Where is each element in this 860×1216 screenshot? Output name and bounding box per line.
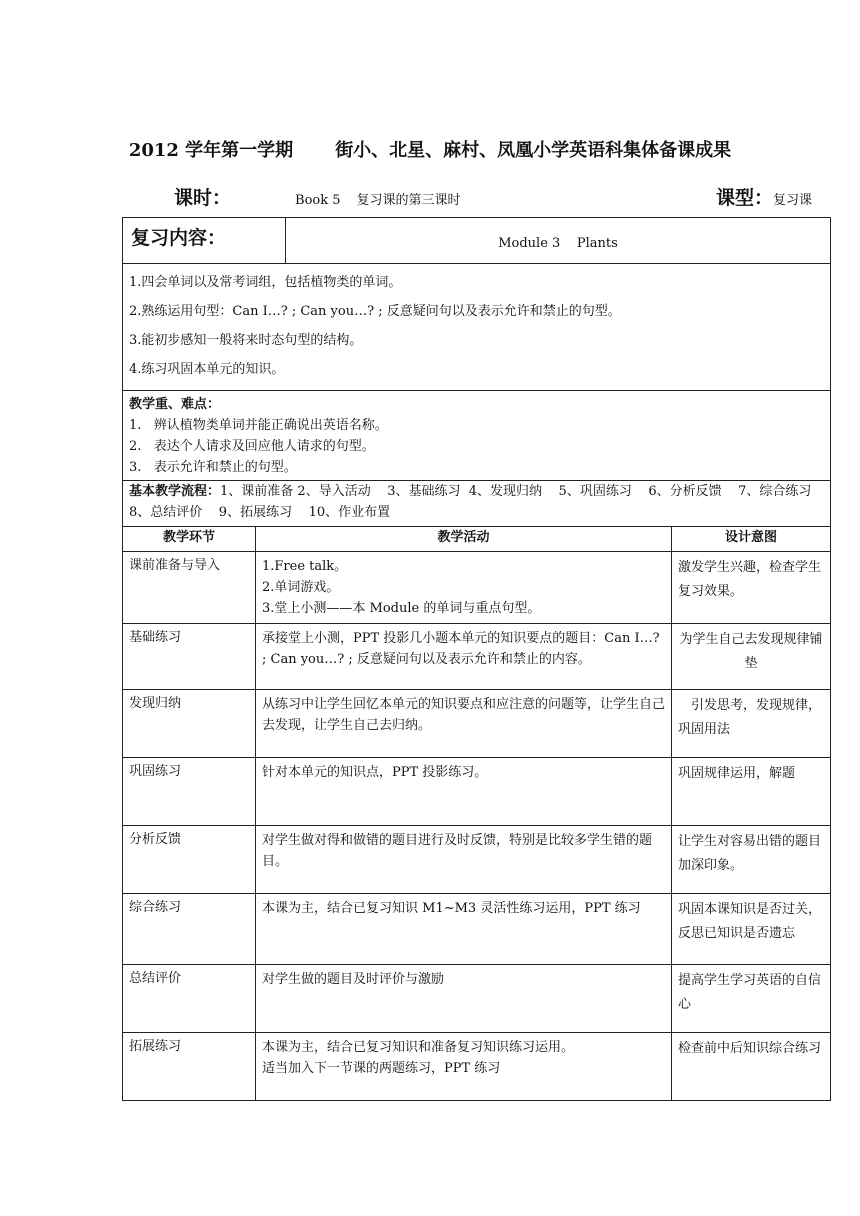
table-row <box>123 552 831 624</box>
activity-cell: 从练习中让学生回忆本单元的知识要点和应注意的问题等，让学生自己去发现，让学生自己去归纳。 <box>256 690 672 758</box>
activity-cell: 本课为主，结合已复习知识和准备复习知识练习运用。 适当加入下一节课的两题练习，PPT 练习 <box>256 1033 672 1101</box>
stage-cell: 总结评价 <box>123 965 256 1033</box>
document-title <box>0 136 860 162</box>
title-schools: 街小、北星、麻村、凤凰小学英语科集体备课成果 <box>335 140 732 161</box>
lesson-name: 复习课的第三课时 <box>356 193 461 208</box>
stage-cell: 发现归纳 <box>123 690 256 758</box>
intent-cell: 为学生自己去发现规律铺垫 <box>672 624 831 690</box>
activity-cell: 对学生做的题目及时评价与激励 <box>256 965 672 1033</box>
activity-cell: 1.Free talk。 2.单词游戏。 3.堂上小测——本 Module 的单词与重点句型。 <box>256 552 672 624</box>
stage-cell: 综合练习 <box>123 894 256 965</box>
lesson-plan-sheet <box>122 217 830 1101</box>
intent-cell: 巩固规律运用，解题 <box>672 758 831 826</box>
intent-cell: 巩固本课知识是否过关，反思已知识是否遗忘 <box>672 894 831 965</box>
key-point-item: 1. 辨认植物类单词并能正确说出英语名称。 <box>129 418 388 433</box>
flow-label: 基本教学流程： <box>129 484 221 499</box>
activity-table <box>122 526 831 1101</box>
table-row <box>123 690 831 758</box>
review-content-label: 复习内容： <box>123 218 286 264</box>
header-intent: 设计意图 <box>672 527 831 552</box>
flow-text: 1、课前准备 2、导入活动 3、基础练习 4、发现归纳 5、巩固练习 6、分析反馈 7、综合练习 8、总结评价 9、拓展练习 10、作业布置 <box>129 484 828 520</box>
table-row <box>123 1033 831 1101</box>
table-row <box>123 624 831 690</box>
objective-item: 4.练习巩固本单元的知识。 <box>129 362 285 377</box>
review-content-value: Module 3 Plants <box>286 218 831 264</box>
intent-cell: 激发学生兴趣，检查学生复习效果。 <box>672 552 831 624</box>
activity-cell: 针对本单元的知识点，PPT 投影练习。 <box>256 758 672 826</box>
objective-item: 1.四会单词以及常考词组，包括植物类的单词。 <box>129 275 402 290</box>
activity-cell: 对学生做对得和做错的题目进行及时反馈，特别是比较多学生错的题目。 <box>256 826 672 894</box>
activity-cell: 本课为主，结合已复习知识 M1~M3 灵活性练习运用，PPT 练习 <box>256 894 672 965</box>
intent-cell: 让学生对容易出错的题目加深印象。 <box>672 826 831 894</box>
type-label: 课型： <box>715 187 773 209</box>
key-point-item: 2. 表达个人请求及回应他人请求的句型。 <box>129 439 375 454</box>
intent-cell: 检查前中后知识综合练习 <box>672 1033 831 1101</box>
table-row <box>123 826 831 894</box>
objectives <box>123 264 831 391</box>
lesson-label: 课时： <box>174 187 232 209</box>
header-activity: 教学活动 <box>256 527 672 552</box>
objective-item: 2.熟练运用句型：Can I…? ; Can you…? ; 反意疑问句以及表示允许和禁止的句型。 <box>129 304 621 319</box>
stage-cell: 分析反馈 <box>123 826 256 894</box>
activity-cell: 承接堂上小测，PPT 投影几小题本单元的知识要点的题目：Can I…? ; Can you…? ; 反意疑问句以及表示允许和禁止的内容。 <box>256 624 672 690</box>
header-stage: 教学环节 <box>123 527 256 552</box>
review-table <box>122 217 831 527</box>
lesson-book: Book 5 <box>295 193 341 208</box>
table-row <box>123 758 831 826</box>
stage-cell: 课前准备与导入 <box>123 552 256 624</box>
key-points <box>123 391 831 481</box>
teaching-flow <box>123 481 831 527</box>
intent-cell: 提高学生学习英语的自信心 <box>672 965 831 1033</box>
title-term: 2012 学年第一学期 <box>128 140 294 161</box>
key-points-label: 教学重、难点： <box>129 397 221 412</box>
type-value: 复习课 <box>772 193 812 208</box>
lesson-info <box>174 183 461 210</box>
intent-cell: 引发思考，发现规律，巩固用法 <box>672 690 831 758</box>
objective-item: 3.能初步感知一般将来时态句型的结构。 <box>129 333 363 348</box>
table-row <box>123 894 831 965</box>
stage-cell: 基础练习 <box>123 624 256 690</box>
stage-cell: 巩固练习 <box>123 758 256 826</box>
stage-cell: 拓展练习 <box>123 1033 256 1101</box>
key-point-item: 3. 表示允许和禁止的句型。 <box>129 460 297 475</box>
table-row <box>123 965 831 1033</box>
lesson-type <box>716 183 812 210</box>
